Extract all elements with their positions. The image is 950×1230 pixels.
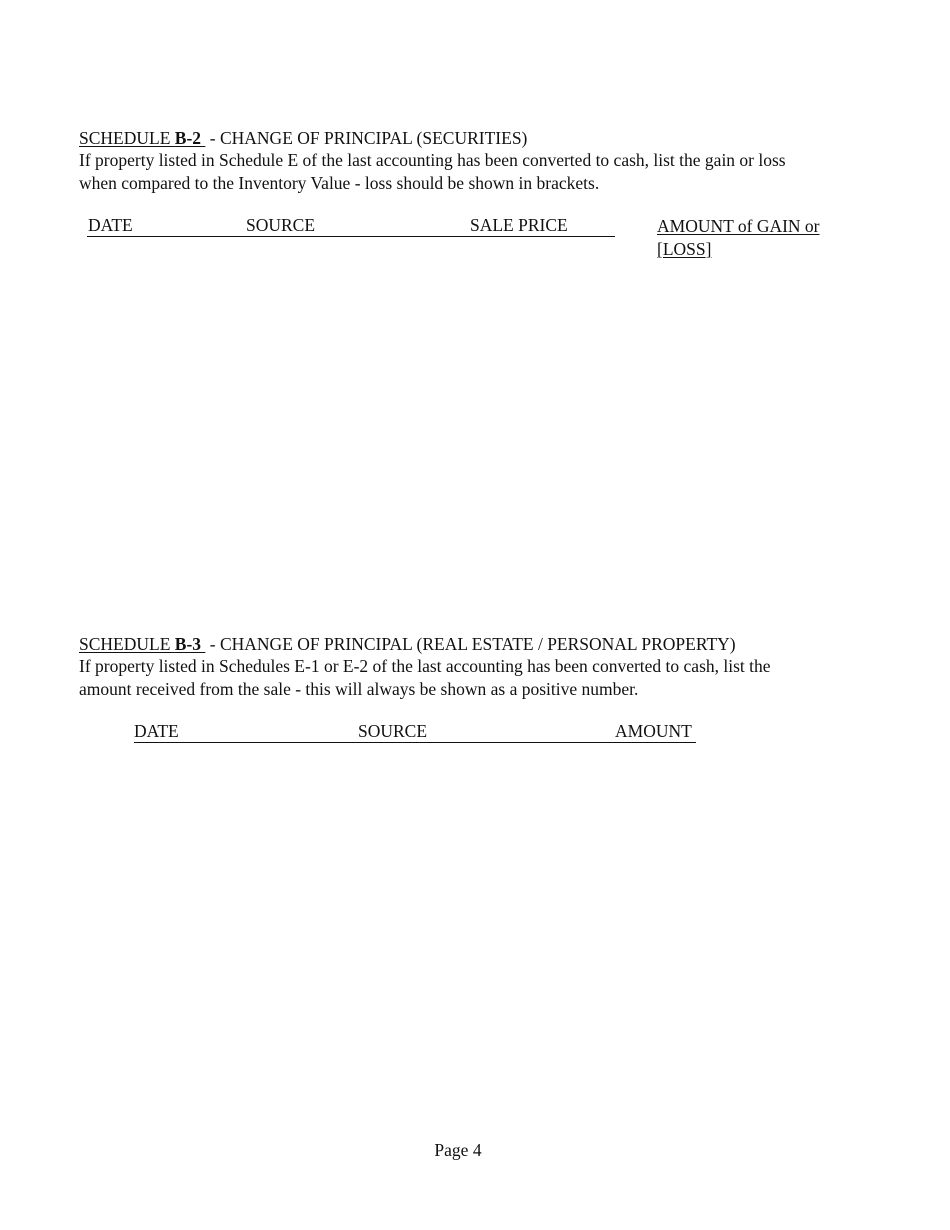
b3-col-date: DATE bbox=[134, 721, 179, 741]
b2-col-source: SOURCE bbox=[246, 215, 316, 235]
b3-col-amount: AMOUNT bbox=[615, 721, 692, 741]
b2-col-date: DATE bbox=[88, 215, 133, 235]
schedule-b3-title-label bbox=[79, 634, 205, 654]
schedule-b3-description bbox=[79, 655, 859, 700]
schedule-b3-description-line1: If property listed in Schedules E-1 or E-2 of the last accounting has been converted to cash, list the bbox=[79, 656, 771, 676]
page-number: Page 4 bbox=[434, 1140, 482, 1160]
schedule-b3-section bbox=[79, 633, 859, 700]
schedule-b2-title bbox=[79, 127, 859, 149]
schedule-b3-title-prefix: SCHEDULE bbox=[79, 634, 175, 654]
schedule-b2-section bbox=[79, 127, 859, 194]
schedule-b2-description-line1: If property listed in Schedule E of the last accounting has been converted to cash, list the gain or loss bbox=[79, 150, 786, 170]
schedule-b2-code: B-2 bbox=[174, 128, 202, 148]
schedule-b2-title-suffix: - CHANGE OF PRINCIPAL (SECURITIES) bbox=[205, 128, 528, 148]
schedule-b2-title-label bbox=[79, 128, 205, 148]
b2-col-amount-gain-loss bbox=[657, 215, 820, 260]
b3-header-underline bbox=[134, 742, 696, 743]
b2-header-underline bbox=[87, 236, 615, 237]
schedule-b2-title-prefix: SCHEDULE bbox=[79, 128, 175, 148]
b3-col-source: SOURCE bbox=[358, 721, 428, 741]
b2-col-amount-line2: [LOSS] bbox=[657, 238, 712, 259]
b2-col-sale-price: SALE PRICE bbox=[470, 215, 568, 235]
schedule-b3-code: B-3 bbox=[174, 634, 202, 654]
schedule-b2-description-line2: when compared to the Inventory Value - loss should be shown in brackets. bbox=[79, 172, 600, 193]
schedule-b2-description bbox=[79, 149, 859, 194]
schedule-b3-title bbox=[79, 633, 859, 655]
schedule-b3-description-line2: amount received from the sale - this will always be shown as a positive number. bbox=[79, 678, 639, 699]
schedule-b3-title-suffix: - CHANGE OF PRINCIPAL (REAL ESTATE / PERSONAL PROPERTY) bbox=[205, 634, 736, 654]
b2-col-amount-line1: AMOUNT of GAIN or bbox=[657, 216, 820, 236]
